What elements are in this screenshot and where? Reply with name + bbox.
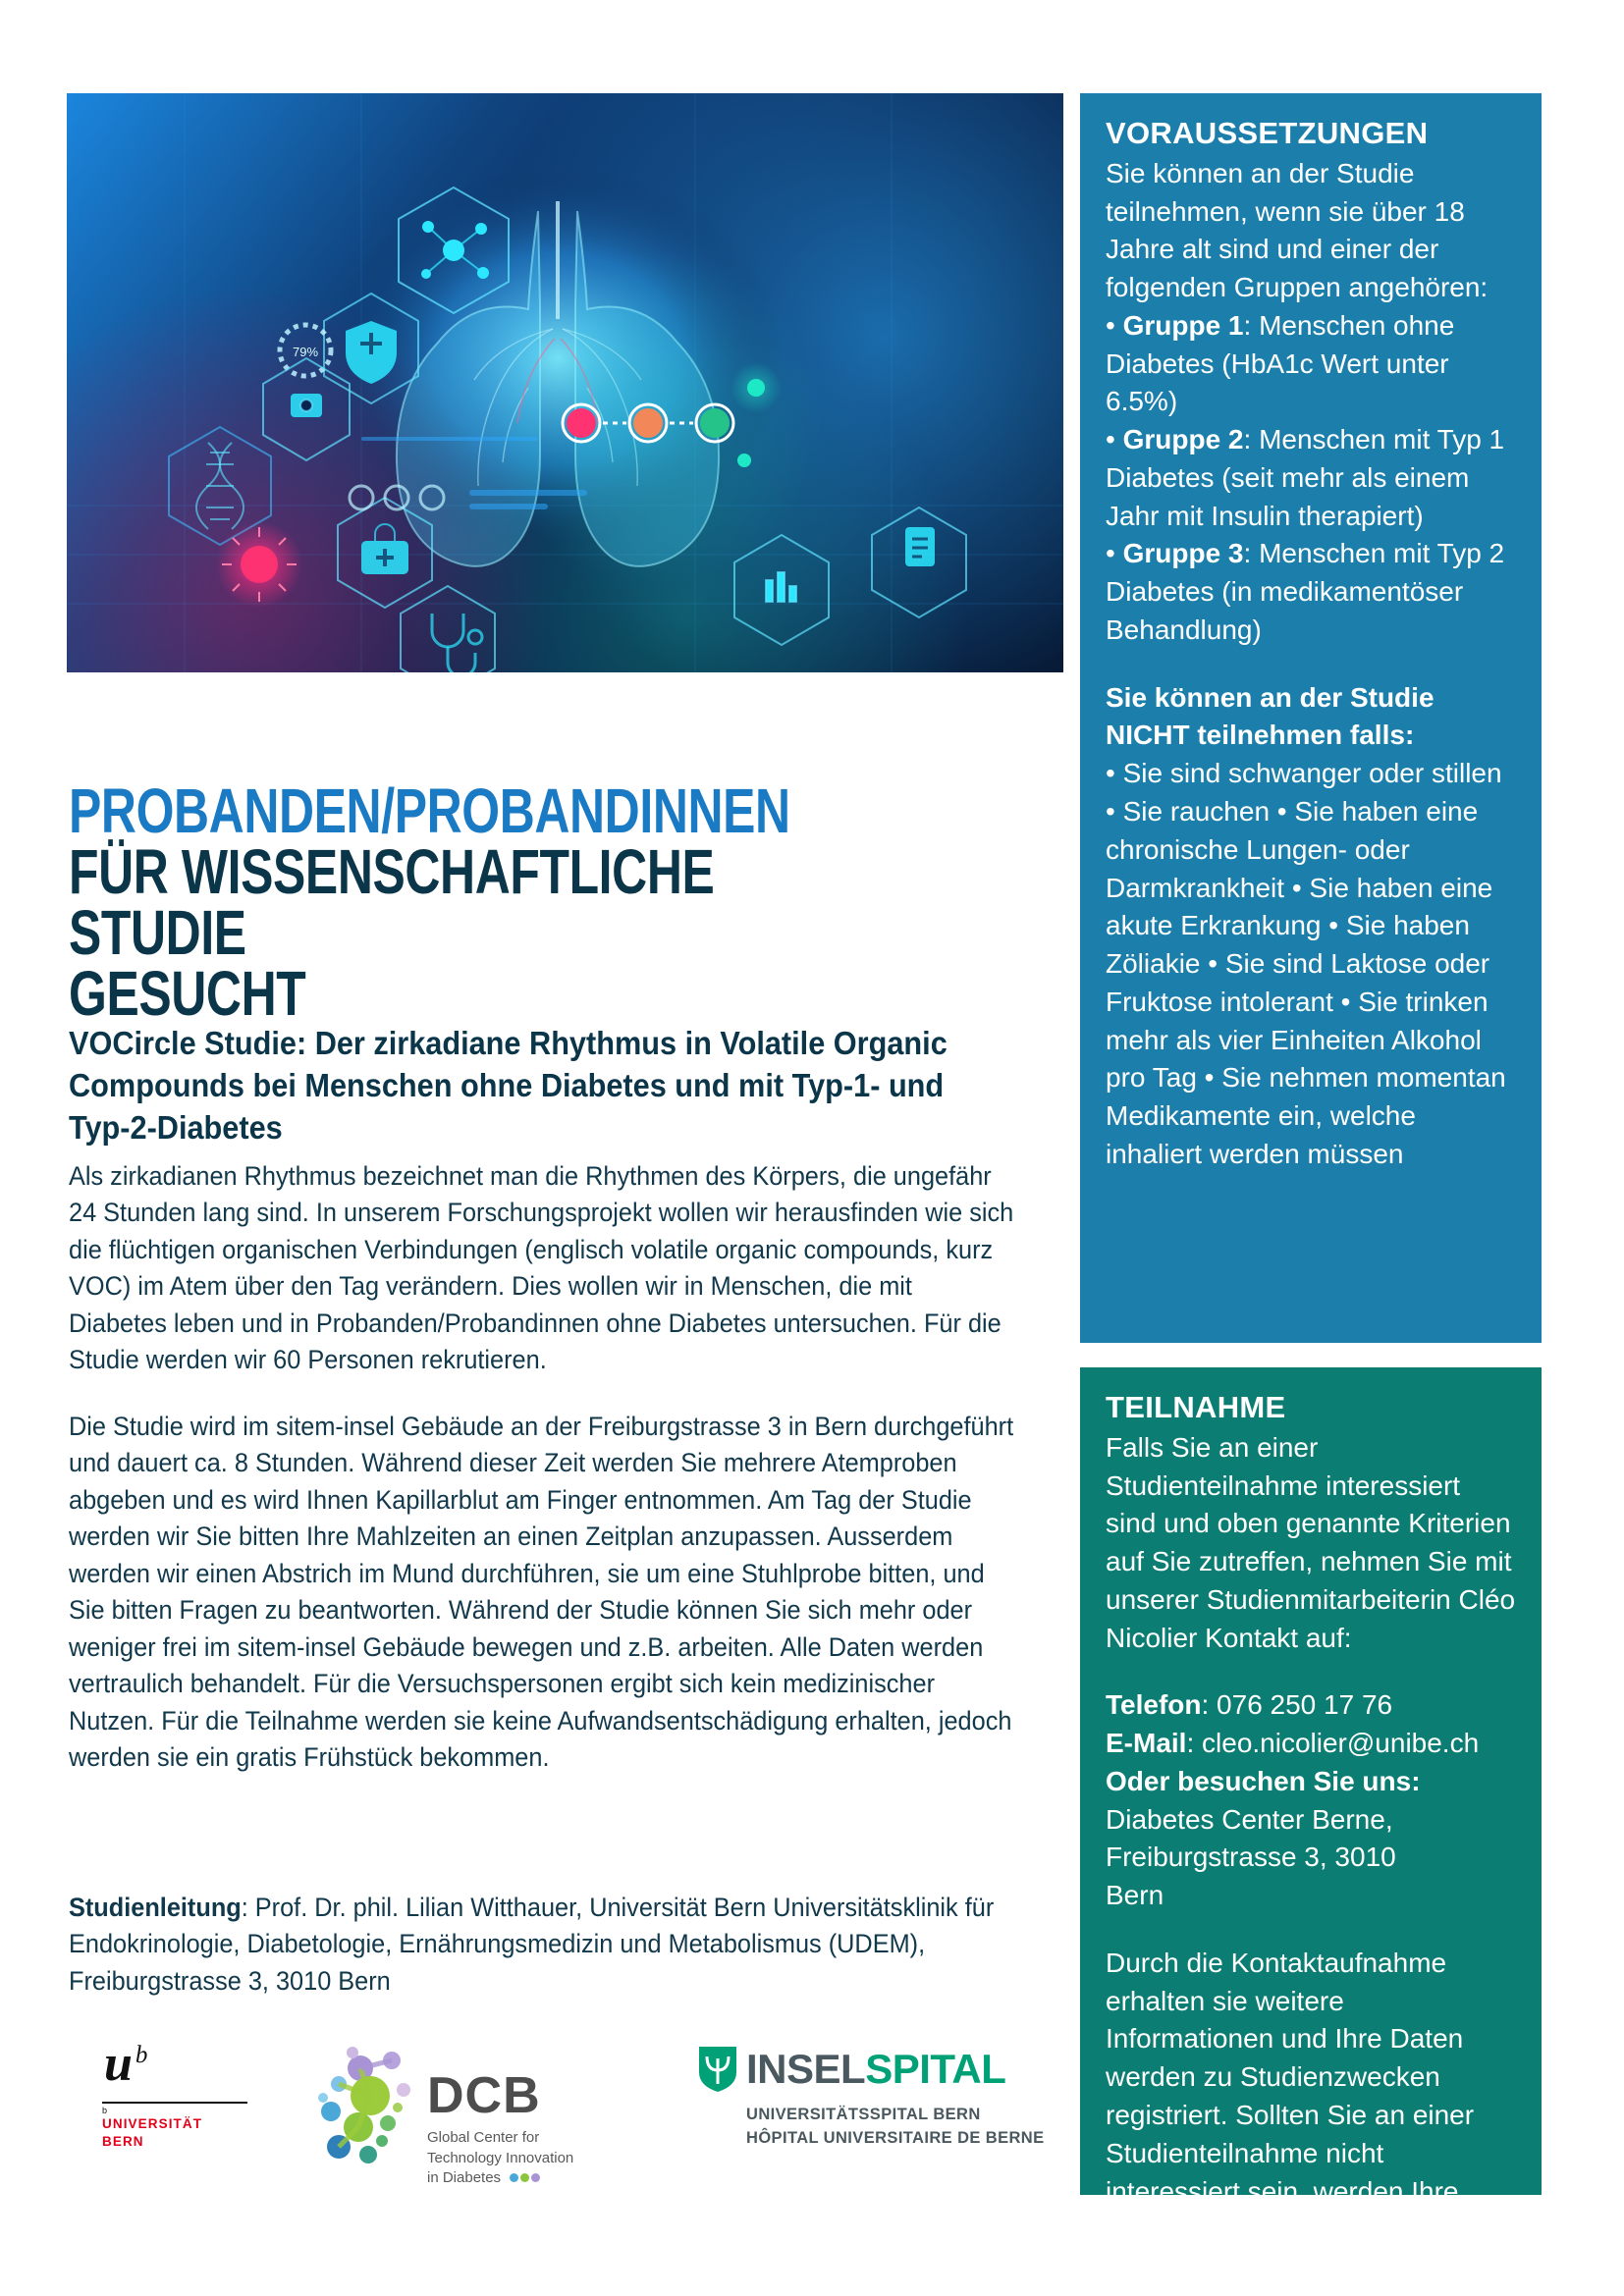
- privacy-note: Durch die Kontaktaufnahme erhalten sie weitere Informationen und Ihre Daten werden zu Studienzwecken registriert. Sollten Sie an einer Studienteilnahme nicht interessiert sein, werden Ihre Daten unverzüglich gelöscht.: [1106, 1947, 1475, 2245]
- logo-row: [69, 2027, 1070, 2204]
- phone-label: Telefon: [1106, 1689, 1202, 1721]
- dcb-tagline-line-1: Global Center for: [427, 2129, 540, 2146]
- requirements-heading: VORAUSSETZUNGEN: [1106, 116, 1429, 150]
- insel-wordmark: [746, 2046, 1006, 2092]
- insel-subtitle-fr: HÔPITAL UNIVERSITAIRE DE BERNE: [746, 2128, 1045, 2147]
- unibe-mark-u: u: [104, 2036, 133, 2092]
- body-text: [69, 1158, 1060, 1777]
- virus-icon: [216, 521, 302, 608]
- headline-line-1: PROBANDEN/PROBANDINNEN: [69, 774, 790, 846]
- inselspital-logo: [697, 2045, 1070, 2151]
- paragraph-1: Als zirkadianen Rhythmus bezeichnet man die Rhythmen des Körpers, die ungefähr 24 Stunden lang sind. In unserem Forschungsprojekt wollen wir herausfinden wie sich die flüchtigen organischen Verbindungen (englisch volatile organic compounds, kurz VOC) im Atem über den Tag verändern. Dies wollen wir in Menschen, die mit Diabetes leben und in Probanden/Probandinnen ohne Diabetes untersuchen. Für die Studie werden wir 60 Personen rekrutieren.: [69, 1161, 1014, 1375]
- group-3-text: Menschen mit Typ 2 Diabetes (in medikamentöser Behandlung): [1106, 538, 1505, 645]
- group-2-sep: :: [1243, 424, 1252, 455]
- participation-heading: TEILNAHME: [1106, 1390, 1286, 1424]
- unibe-small-b: b: [102, 2106, 108, 2115]
- dcb-acronym: DCB: [427, 2067, 541, 2124]
- clipboard-icon: [872, 507, 966, 617]
- requirements-intro: Sie können an der Studie teilnehmen, wenn sie über 18 Jahre alt sind und einer der folgenden Gruppen angehören:: [1106, 157, 1489, 303]
- unibe-wordmark: [102, 2115, 263, 2151]
- paragraph-2: Die Studie wird im sitem-insel Gebäude an der Freiburgstrasse 3 in Bern durchgeführt und dauert ca. 8 Stunden. Während dieser Zeit werden Sie mehrere Atemproben abgeben und es wird Ihnen Kapillarblut am Finger entnommen. Am Tag der Studie werden wir Sie bitten Ihre Mahlzeiten an einen Zeitplan anzupassen. Ausserdem werden wir einen Abstrich im Mund durchführen, sie um eine Stuhlprobe bitten, und Sie bitten Fragen zu beantworten. Während der Studie können Sie sich mehr oder weniger frei im sitem-insel Gebäude bewegen und z.B. arbeiten. Alle Daten werden vertraulich behandelt. Für die Versuchspersonen ergibt sich kein medizinischer Nutzen. Für die Teilnahme werden sie keine Aufwandsentschädigung erhalten, jedoch werden sie ein gratis Frühstück bekommen.: [69, 1411, 1014, 1773]
- visit-label: Oder besuchen Sie uns:: [1106, 1765, 1421, 1796]
- group-3-sep: :: [1243, 538, 1252, 569]
- hero-image: [67, 93, 1063, 672]
- insel-subtitle: [746, 2104, 1070, 2151]
- exclusion-heading: Sie können an der Studie NICHT teilnehmen falls:: [1106, 681, 1435, 751]
- insel-word-spital: SPITAL: [865, 2046, 1006, 2092]
- group-1-label: Gruppe 1: [1122, 309, 1244, 341]
- group-3-item: [1106, 538, 1504, 645]
- study-lead-value: : Prof. Dr. phil. Lilian Witthauer, Universität Bern Universitätsklinik für Endokrinologie, Diabetologie, Ernährungsmedizin und Metabolismus (UDEM), Freiburgstrasse 3, 3010 Bern: [69, 1893, 995, 1996]
- bullet-icon: •: [1106, 538, 1115, 569]
- dcb-tagline-line-2: Technology Innovation: [427, 2149, 574, 2166]
- unibe-mark-b: b: [135, 2041, 148, 2068]
- unibe-wordmark-line-2: BERN: [102, 2134, 144, 2150]
- page-title: [69, 774, 835, 1030]
- bullet-icon: •: [1106, 424, 1115, 455]
- group-2-label: Gruppe 2: [1122, 424, 1244, 455]
- study-subtitle: VOCircle Studie: Der zirkadiane Rhythmus in Volatile Organic Compounds bei Menschen ohne Diabetes und mit Typ-1- und Typ-2-Diabetes: [69, 1025, 947, 1147]
- study-lead: [69, 1890, 1016, 2000]
- insel-word-insel: INSEL: [746, 2046, 866, 2092]
- phone-value[interactable]: : 076 250 17 76: [1201, 1689, 1393, 1721]
- gauge-label: 79%: [292, 345, 319, 359]
- address-line-1: Diabetes Center Berne,: [1106, 1803, 1393, 1835]
- insel-subtitle-de: UNIVERSITÄTSSPITAL BERN: [746, 2106, 981, 2123]
- headline-line-3: GESUCHT: [69, 958, 306, 1030]
- insel-shield-icon: [697, 2045, 738, 2094]
- unibe-wordmark-line-1: UNIVERSITÄT: [102, 2116, 203, 2131]
- requirements-groups: [1106, 307, 1516, 650]
- group-2-text: Menschen mit Typ 1 Diabetes (seit mehr als einem Jahr mit Insulin therapiert): [1106, 424, 1505, 531]
- unibe-rule: [102, 2102, 247, 2104]
- requirements-panel: [1080, 93, 1542, 1343]
- address-line-3: Bern: [1106, 1880, 1164, 1911]
- email-value[interactable]: : cleo.nicolier@unibe.ch: [1186, 1728, 1480, 1759]
- group-2-item: [1106, 424, 1504, 531]
- unibe-mark: [96, 2036, 263, 2092]
- participation-panel: [1080, 1367, 1542, 2245]
- headline-line-2: FÜR WISSENSCHAFTLICHE STUDIE: [69, 835, 715, 969]
- group-1-sep: :: [1243, 309, 1252, 341]
- dcb-logo: [309, 2027, 633, 2199]
- dcb-tagline-line-3: in Diabetes: [427, 2169, 502, 2187]
- participation-intro: Falls Sie an einer Studienteilnahme interessiert sind und oben genannte Kriterien auf Sie zutreffen, nehmen Sie mit unserer Studienmitarbeiterin Cléo Nicolier Kontakt auf:: [1106, 1431, 1516, 1653]
- group-3-label: Gruppe 3: [1122, 538, 1244, 569]
- group-1-item: [1106, 310, 1454, 417]
- dcb-text: [427, 2067, 574, 2189]
- exclusion-list: • Sie sind schwanger oder stillen • Sie rauchen • Sie haben eine chronische Lungen- oder Darmkrankheit • Sie haben eine akute Erkrankung • Sie haben Zöliakie • Sie sind Laktose oder Fruktose intolerant • Sie trinken mehr als vier Einheiten Alkohol pro Tag • Sie nehmen momentan Medikamente ein, welche inhaliert werden müssen: [1106, 758, 1506, 1169]
- stethoscope-icon: [401, 586, 495, 672]
- dcb-tagline: [427, 2128, 573, 2189]
- address-line-2: Freiburgstrasse 3, 3010: [1106, 1842, 1396, 1873]
- study-lead-label: Studienleitung: [69, 1893, 242, 1922]
- dcb-dots-icon: [510, 2168, 542, 2189]
- bullet-icon: •: [1106, 309, 1115, 341]
- email-label: E-Mail: [1106, 1728, 1187, 1759]
- contact-block: [1106, 1686, 1516, 1915]
- university-of-bern-logo: [96, 2036, 263, 2151]
- group-1-text: Menschen ohne Diabetes (HbA1c Wert unter 6.5%): [1106, 309, 1455, 417]
- hexagon-node-icon: [489, 250, 823, 584]
